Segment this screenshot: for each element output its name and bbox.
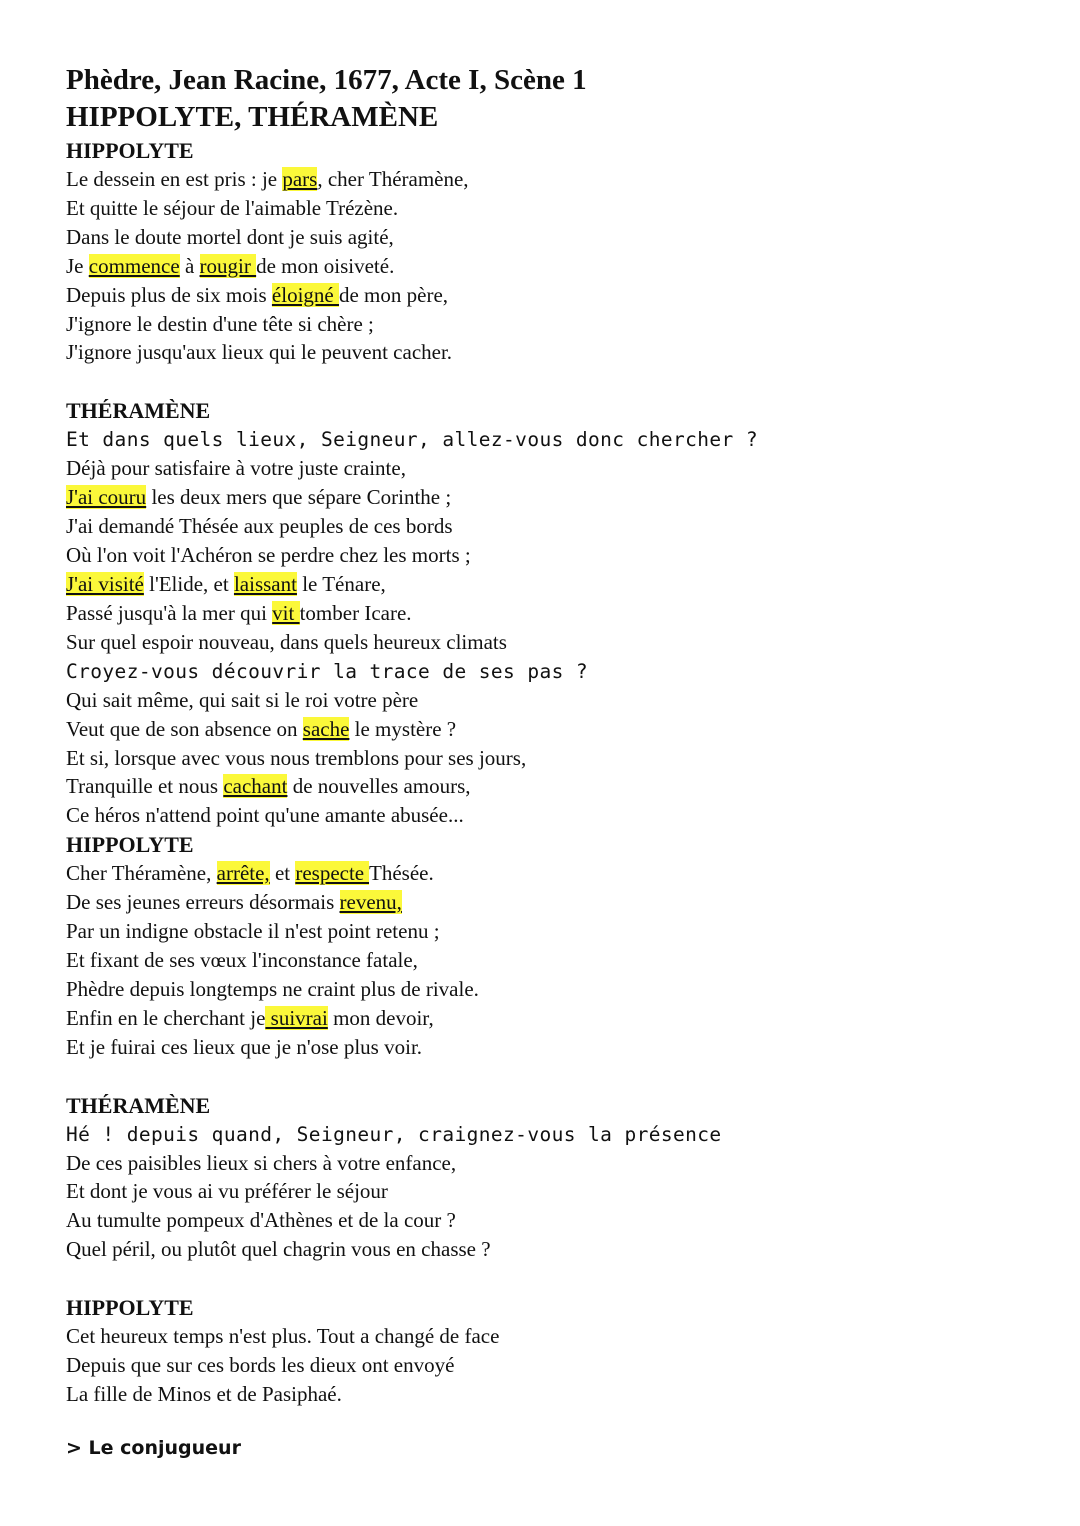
verse-text: Par un indigne obstacle il n'est point retenu ;	[66, 919, 440, 944]
verse-text: Enfin en le cherchant je	[66, 1005, 266, 1030]
speaker-name: HIPPOLYTE	[66, 138, 194, 163]
verse-text: mon devoir,	[327, 1005, 434, 1030]
verse-text: Et si, lorsque avec vous nous tremblons pour ses jours,	[66, 745, 527, 770]
verse-line	[66, 1206, 1026, 1235]
verse-line	[66, 1120, 1026, 1149]
speech-block	[66, 830, 1026, 1061]
highlighted-verb: vit	[272, 600, 300, 625]
dialogue	[66, 136, 1026, 1409]
verse-text: J'ignore jusqu'aux lieux qui le peuvent cacher.	[66, 340, 453, 365]
highlighted-verb: respecte	[295, 861, 369, 886]
verse-text: J'ignore le destin d'une tête si chère ;	[66, 311, 374, 336]
verse-line	[66, 338, 1026, 367]
verse-text: Depuis plus de six mois	[66, 282, 272, 307]
verse-line	[66, 541, 1026, 570]
verse-text: Je	[66, 253, 89, 278]
verse-line	[66, 715, 1026, 744]
verse-line	[66, 1177, 1026, 1206]
verse-text: Passé jusqu'à la mer qui	[66, 600, 273, 625]
verse-text: Et dans quels lieux, Seigneur, allez-vous donc chercher ?	[66, 428, 758, 452]
speech-block	[66, 396, 1026, 830]
document-page	[66, 62, 1026, 1461]
verse-line	[66, 657, 1026, 686]
verse-text: Hé ! depuis quand, Seigneur, craignez-vous la présence	[66, 1122, 722, 1146]
verse-line	[66, 310, 1026, 339]
verse-text: Cet heureux temps n'est plus. Tout a changé de face	[66, 1324, 500, 1349]
verse-line	[66, 1235, 1026, 1264]
highlighted-verb: pars	[282, 167, 318, 191]
verse-text: l'Elide, et	[143, 571, 234, 596]
verse-text: J'ai demandé Thésée aux peuples de ces bords	[66, 514, 453, 539]
highlighted-verb: éloigné	[271, 282, 339, 307]
speaker-name: THÉRAMÈNE	[66, 398, 211, 424]
speech-block	[66, 1091, 1026, 1265]
speech-block	[66, 1293, 1026, 1409]
verse-text: de mon père,	[338, 282, 449, 307]
verse-text: de mon oisiveté.	[256, 253, 395, 278]
verse-line	[66, 801, 1026, 830]
verse-text: Ce héros n'attend point qu'une amante abusée...	[66, 803, 464, 828]
document-subtitle: HIPPOLYTE, THÉRAMÈNE	[66, 101, 439, 133]
highlighted-verb: J'ai couru	[66, 485, 147, 510]
verse-line	[66, 1351, 1026, 1380]
verse-text: Thésée.	[369, 861, 434, 886]
verse-text: Au tumulte pompeux d'Athènes et de la cour ?	[66, 1208, 456, 1233]
verse-text: le mystère ?	[349, 716, 457, 741]
verse-line	[66, 223, 1026, 252]
verse-line	[66, 744, 1026, 773]
verse-line	[66, 975, 1026, 1004]
spacer	[66, 1062, 1026, 1091]
verse-line	[66, 917, 1026, 946]
spacer	[66, 367, 1026, 396]
verse-line	[66, 165, 1026, 194]
verse-text: De ses jeunes erreurs désormais	[66, 890, 340, 915]
verse-text: Et je fuirai ces lieux que je n'ose plus voir.	[66, 1034, 423, 1059]
footer-source: > Le conjugueur	[66, 1436, 241, 1459]
verse-text: De ces paisibles lieux si chers à votre enfance,	[66, 1150, 457, 1175]
verse-line	[66, 772, 1026, 801]
verse-text: Croyez-vous découvrir la trace de ses pas ?	[66, 659, 589, 683]
verse-text: de nouvelles amours,	[287, 774, 471, 799]
verse-text: Et quitte le séjour de l'aimable Trézène.	[66, 195, 399, 220]
verse-text: Dans le doute mortel dont je suis agité,	[66, 224, 394, 249]
highlighted-verb: suivrai	[265, 1005, 328, 1030]
verse-text: Cher Théramène,	[66, 861, 217, 886]
verse-line	[66, 512, 1026, 541]
highlighted-verb: cachant	[223, 774, 288, 799]
highlighted-verb: arrête,	[216, 861, 270, 886]
highlighted-verb: sache	[302, 716, 350, 741]
verse-line	[66, 859, 1026, 888]
speech-block	[66, 136, 1026, 367]
verse-text: Déjà pour satisfaire à votre juste crainte,	[66, 456, 406, 481]
verse-line	[66, 686, 1026, 715]
verse-text: et	[269, 861, 296, 886]
speaker-name: HIPPOLYTE	[66, 1295, 194, 1321]
verse-text: les deux mers que sépare Corinthe ;	[146, 485, 452, 510]
verse-line	[66, 1033, 1026, 1062]
verse-text: Qui sait même, qui sait si le roi votre père	[66, 687, 419, 712]
verse-line	[66, 194, 1026, 223]
verse-line	[66, 888, 1026, 917]
verse-line	[66, 281, 1026, 310]
speaker-name: THÉRAMÈNE	[66, 1092, 211, 1118]
verse-line	[66, 1322, 1026, 1351]
verse-text: Tranquille et nous	[66, 774, 224, 799]
verse-line	[66, 425, 1026, 454]
verse-line	[66, 1380, 1026, 1409]
verse-text: Veut que de son absence on	[66, 716, 303, 741]
verse-text: le Ténare,	[296, 571, 386, 596]
verse-text: Et fixant de ses vœux l'inconstance fatale,	[66, 947, 418, 972]
speaker-name: HIPPOLYTE	[66, 832, 194, 858]
verse-line	[66, 1004, 1026, 1033]
verse-text: Et dont je vous ai vu préférer le séjour	[66, 1179, 388, 1204]
highlighted-verb: revenu,	[339, 890, 402, 915]
verse-text: tomber Icare.	[299, 600, 412, 625]
verse-line	[66, 599, 1026, 628]
verse-text: , cher Théramène,	[317, 167, 469, 191]
verse-text: Quel péril, ou plutôt quel chagrin vous en chasse ?	[66, 1237, 491, 1262]
verse-line	[66, 1149, 1026, 1178]
verse-line	[66, 454, 1026, 483]
highlighted-verb: rougir	[199, 253, 257, 278]
spacer	[66, 1264, 1026, 1293]
verse-line	[66, 946, 1026, 975]
verse-text: La fille de Minos et de Pasiphaé.	[66, 1382, 342, 1406]
verse-text: Depuis que sur ces bords les dieux ont envoyé	[66, 1353, 455, 1378]
spacer	[66, 1409, 1026, 1435]
highlighted-verb: laissant	[233, 571, 297, 596]
highlighted-verb: J'ai visité	[66, 571, 144, 596]
highlighted-verb: commence	[88, 253, 180, 278]
verse-text: Phèdre depuis longtemps ne craint plus de rivale.	[66, 976, 479, 1001]
verse-line	[66, 483, 1026, 512]
document-title: Phèdre, Jean Racine, 1677, Acte I, Scène 1	[66, 64, 587, 96]
verse-text: Sur quel espoir nouveau, dans quels heureux climats	[66, 629, 507, 654]
verse-text: à	[179, 253, 200, 278]
verse-text: Le dessein en est pris : je	[66, 167, 283, 191]
verse-line	[66, 570, 1026, 599]
verse-line	[66, 628, 1026, 657]
verse-text: Où l'on voit l'Achéron se perdre chez les morts ;	[66, 543, 471, 568]
verse-line	[66, 252, 1026, 281]
